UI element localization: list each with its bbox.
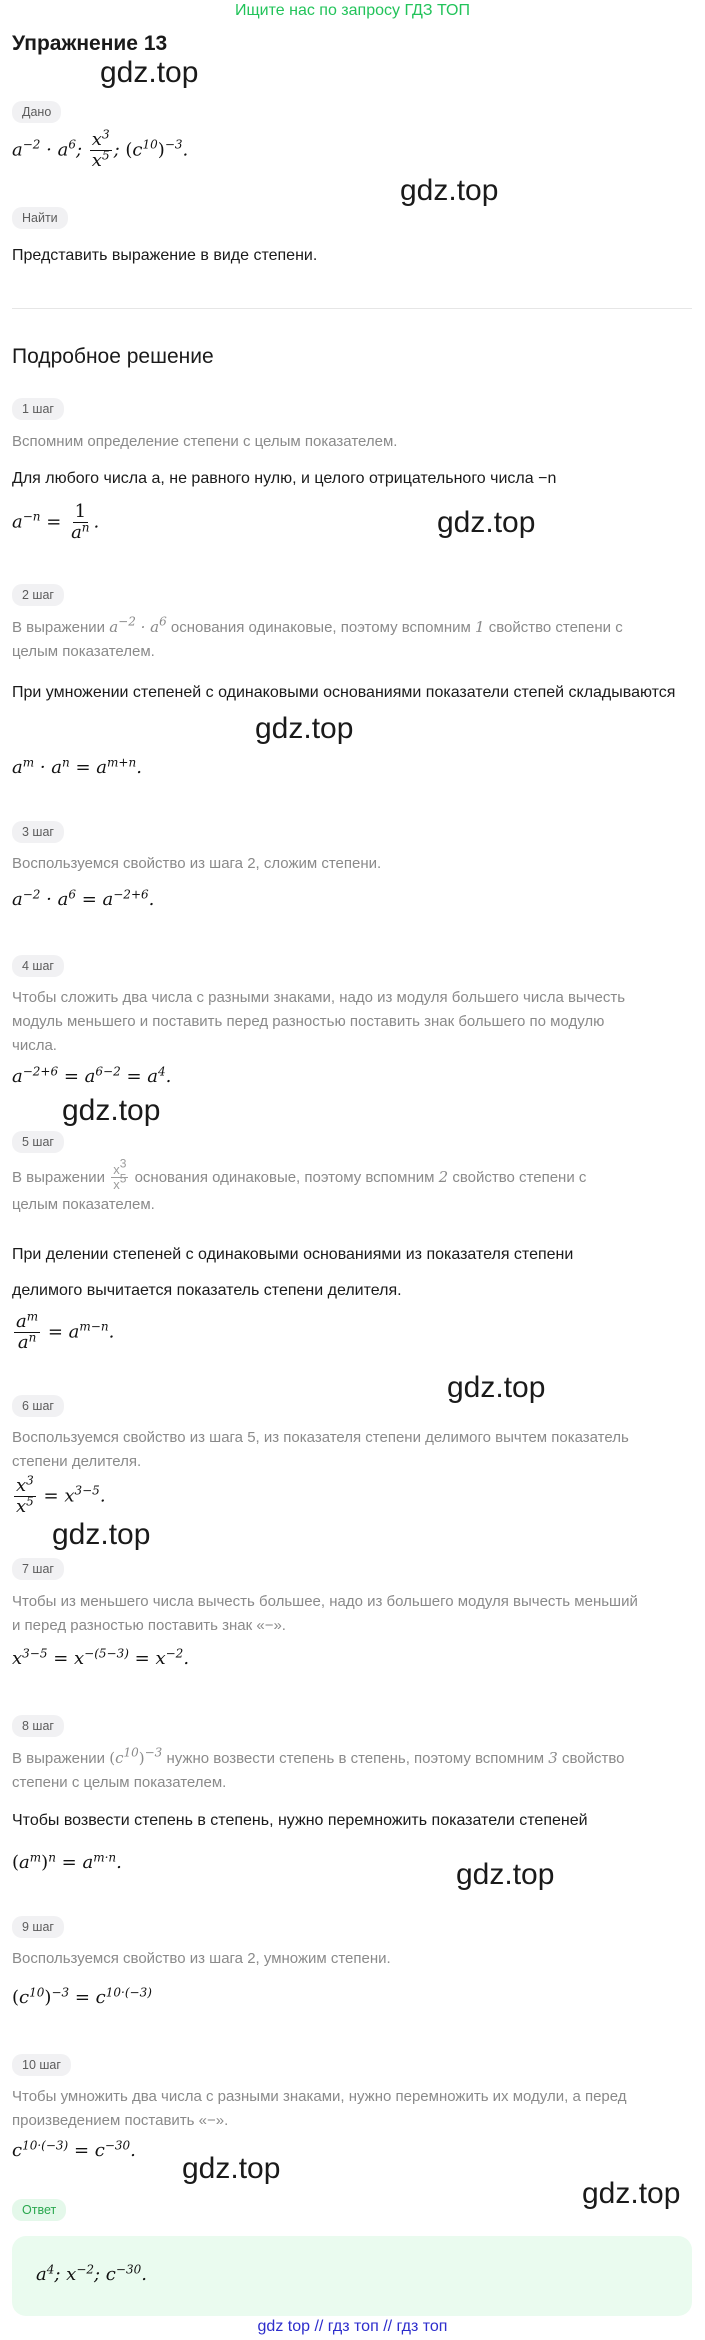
watermark: gdz.top [182, 2152, 281, 2185]
footer-links[interactable]: gdz top // гдз топ // гдз топ [257, 2318, 448, 2335]
find-text: Представить выражение в виде степени. [12, 247, 318, 264]
solution-title: Подробное решение [12, 345, 214, 368]
answer-label: Ответ [12, 2199, 66, 2221]
step-text: В выражении $a^{-2} \cdot a^6$ основания одинаковые, поэтому вспомним 1 свойство степени с целым показателем. [12, 614, 623, 660]
step-label: 2 шаг [12, 584, 64, 606]
step-rule: При делении степеней с одинаковыми основаниями из показателя степени делимого вычитается показатель степени делителя. [12, 1246, 574, 1299]
step-label: 3 шаг [12, 821, 64, 843]
step-text: В выражении $\frac{x^3}{x^5}$ основания одинаковые, поэтому вспомним 2 свойство степени с целым показателем. [12, 1156, 587, 1213]
step-text: Чтобы умножить два числа с разными знаками, нужно перемножить их модули, а перед произведением поставить «−». [12, 2088, 627, 2129]
step-rule: При умножении степеней с одинаковыми основаниями показатели степей складываются [12, 684, 676, 701]
answer-expression: $a^4$; $x^{-2}$; $c^{-30}$. [36, 2262, 147, 2285]
step-text: Чтобы сложить два числа с разными знаками, надо из модуля большего числа вычесть модуль меньшего и поставить перед разностью поставить знак большего по модулю числа. [12, 989, 626, 1054]
find-label: Найти [12, 207, 68, 229]
step-label: 7 шаг [12, 1558, 64, 1580]
step-text: Воспользуемся свойство из шага 5, из показателя степени делимого вычтем показатель степени делителя. [12, 1429, 629, 1470]
divider [12, 308, 692, 309]
step-text: В выражении $(c^{10})^{-3}$ нужно возвести степень в степень, поэтому вспомним 3 свойство степени с целым показателем. [12, 1745, 625, 1791]
step-label: 10 шаг [12, 2054, 71, 2076]
step-formula: $(a^m)^n = a^{m\cdot n}$. [12, 1850, 122, 1873]
watermark: gdz.top [400, 174, 499, 207]
step-formula: $a^m \cdot a^n = a^{m+n}$. [12, 755, 142, 778]
step-text: Воспользуемся свойство из шага 2, умножим степени. [12, 1950, 391, 1967]
watermark: gdz.top [447, 1371, 546, 1404]
step-formula: $a^{-n}$ = $\frac{1}{a^n}$ . [12, 501, 100, 543]
watermark: gdz.top [437, 506, 536, 539]
step-formula: $a^{-2} \cdot a^6 = a^{-2+6}$. [12, 887, 155, 910]
step-label: 6 шаг [12, 1395, 64, 1417]
step-rule: Для любого числа a, не равного нулю, и целого отрицательного числа −n [12, 470, 557, 487]
step-formula: $\frac{a^m}{a^n}$ = $a^{m-n}$. [16, 1309, 115, 1353]
watermark: gdz.top [255, 712, 354, 745]
step-formula: $\frac{x^3}{x^5}$ = $x^{3-5}$. [16, 1473, 106, 1517]
watermark: gdz.top [456, 1858, 555, 1891]
step-formula: $(c^{10})^{-3} = c^{10\cdot(-3)}$ [12, 1985, 152, 2008]
step-label: 4 шаг [12, 955, 64, 977]
watermark: gdz.top [62, 1094, 161, 1127]
step-formula: $x^{3-5} = x^{-(5-3)} = x^{-2}$. [12, 1646, 190, 1669]
step-text: Чтобы из меньшего числа вычесть большее, надо из большего модуля вычесть меньший и перед разностью поставить знак «−». [12, 1593, 638, 1634]
given-expression: $a^{-2} \cdot a^6$; $\frac{x^3}{x^5}$ ; $(c^{10})^{-3}$. [12, 127, 189, 171]
step-text: Воспользуемся свойство из шага 2, сложим степени. [12, 855, 382, 872]
step-formula: $c^{10\cdot(-3)} = c^{-30}$. [12, 2138, 136, 2161]
step-label: 5 шаг [12, 1131, 64, 1153]
given-label: Дано [12, 101, 61, 123]
watermark: gdz.top [100, 56, 199, 89]
step-rule: Чтобы возвести степень в степень, нужно перемножить показатели степеней [12, 1812, 588, 1829]
step-label: 9 шаг [12, 1916, 64, 1938]
exercise-title: Упражнение 13 [12, 32, 168, 55]
watermark: gdz.top [582, 2177, 681, 2210]
step-formula: $a^{-2+6} = a^{6-2} = a^4$. [12, 1064, 172, 1087]
step-label: 8 шаг [12, 1715, 64, 1737]
top-banner[interactable]: Ищите нас по запросу ГДЗ ТОП [235, 2, 470, 19]
step-label: 1 шаг [12, 398, 64, 420]
step-text: Вспомним определение степени с целым показателем. [12, 433, 398, 450]
watermark: gdz.top [52, 1518, 151, 1551]
